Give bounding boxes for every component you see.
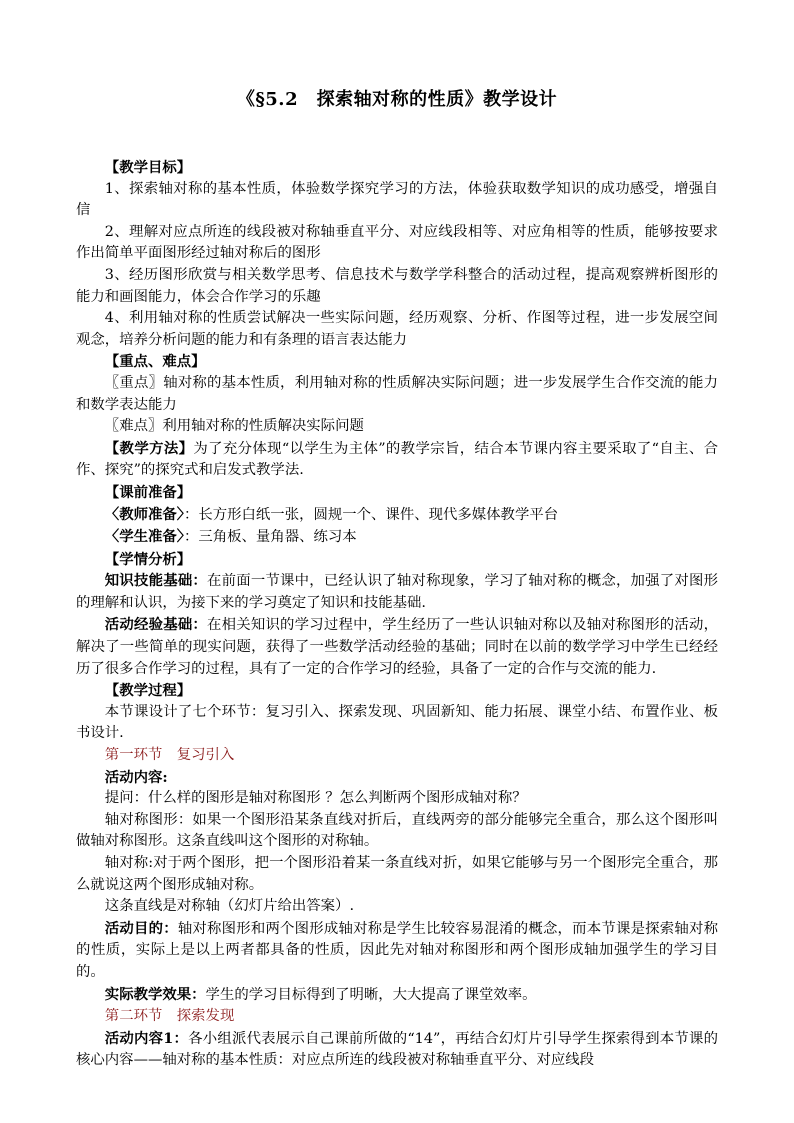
stage-1-question: 提问：什么样的图形是轴对称图形 ？怎么判断两个图形成轴对称？	[104, 790, 527, 807]
experience-base-label: 活动经验基础：	[104, 616, 208, 634]
teacher-prep-text: ：长方形白纸一张，圆规一个、课件、现代多媒体教学平台	[183, 506, 559, 523]
method-text: 为了充分体现“以学生为主体”的教学宗旨，结合本节课内容主要采取了“自主、合作、探究”的探究式和启发式教学法.	[76, 440, 718, 479]
stage-1-effect-text: 学生的学习目标得到了明晰，大大提高了课堂效率。	[205, 986, 537, 1003]
stage-1-definition-pair: 轴对称:对于两个图形，把一个图形沿着某一条直线对折，如果它能够与另一个图形完全重合，那么就说这两个图形成轴对称。	[76, 855, 718, 893]
stage-1-name: 复习引入	[176, 747, 235, 764]
stage-2-content-label: 活动内容1：	[104, 1029, 189, 1047]
knowledge-base-label: 知识技能基础：	[104, 572, 208, 590]
stage-1-purpose-label: 活动目的：	[104, 919, 178, 937]
stage-2-content-text: 各小组派代表展示自己课前所做的“14”，再结合幻灯片引导学生探索得到本节课的核心内容——轴对称的基本性质：对应点所连的线段被对称轴垂直平分、对应线段	[76, 1030, 719, 1069]
stage-1-effect-label: 实际教学效果：	[104, 985, 206, 1003]
section-heading-prep: 【课前准备】	[104, 483, 192, 501]
stage-1-definition-figure: 轴对称图形：如果一个图形沿某条直线对折后，直线两旁的部分能够完全重合，那么这个图形叫做轴对称图形。这条直线叫这个图形的对称轴。	[76, 811, 718, 850]
stage-1-content-label: 活动内容:	[104, 768, 168, 786]
student-prep-paragraph	[76, 526, 718, 549]
stage-1-purpose-text: 轴对称图形和两个图形成轴对称是学生比较容易混淆的概念，而本节课是探索轴对称的性质，实际上是以上两者都具备的性质，因此先对轴对称图形和两个图形成轴加强学生的学习目的。	[76, 920, 718, 980]
stage-1-axis-note: 这条直线是对称轴（幻灯片给出答案）.	[104, 898, 355, 915]
stage-1-effect-paragraph	[76, 984, 718, 1007]
process-intro: 本节课设计了七个环节：复习引入、探索发现、巩固新知、能力拓展、课堂小结、布置作业、板书设计.	[76, 703, 718, 742]
section-heading-key-points: 【重点、难点】	[104, 353, 206, 371]
stage-2-heading	[76, 1006, 718, 1028]
stage-1-number: 第一环节	[104, 747, 163, 764]
knowledge-base-paragraph	[76, 570, 718, 614]
stage-2-name: 探索发现	[176, 1008, 235, 1025]
section-heading-goals: 【教学目标】	[104, 159, 192, 176]
student-prep-text: ：三角板、量角器、练习本	[183, 529, 357, 546]
method-paragraph	[76, 438, 718, 482]
method-label: 【教学方法】	[104, 439, 194, 457]
goal-item-3: 3、经历图形欣赏与相关数学思考、信息技术与数学学科整合的活动过程，提高观察辨析图形的能力和画图能力，体会合作学习的乐趣	[76, 266, 718, 305]
student-prep-label: 〈学生准备〉	[104, 528, 184, 546]
key-point-label: 〖重点〗	[104, 374, 164, 391]
stage-1-purpose-paragraph	[76, 918, 718, 984]
knowledge-base-text: 在前面一节课中，已经认识了轴对称现象，学习了轴对称的概念，加强了对图形的理解和认识，为接下来的学习奠定了知识和技能基础.	[76, 573, 718, 611]
experience-base-text: 在相关知识的学习过程中，学生经历了一些认识轴对称以及轴对称图形的活动，解决了一些简单的现实问题，获得了一些数学活动经验的基础；同时在以前的数学学习中学生已经经历了很多合作学习的过程，具有了一定的合作学习的经验，具备了一定的合作与交流的能力.	[76, 617, 718, 677]
experience-base-paragraph	[76, 614, 718, 680]
goal-item-2: 2、理解对应点所连的线段被对称轴垂直平分、对应线段相等、对应角相等的性质，能够按要求作出简单平面图形经过轴对称后的图形	[76, 223, 718, 262]
stage-2-number: 第二环节	[104, 1008, 163, 1025]
teacher-prep-paragraph	[76, 504, 718, 527]
stage-1-heading	[76, 745, 718, 767]
key-point-text: 轴对称的基本性质，利用轴对称的性质解决实际问题；进一步发展学生合作交流的能力和数学表达能力	[76, 374, 718, 413]
teacher-prep-label: 〈教师准备〉	[104, 505, 184, 523]
key-point-paragraph	[76, 373, 718, 416]
section-heading-process: 【教学过程】	[104, 682, 192, 700]
difficult-point-label: 〖难点〗	[104, 418, 163, 435]
difficult-point-paragraph	[76, 416, 718, 438]
stage-2-content-paragraph	[76, 1028, 718, 1072]
section-heading-analysis: 【学情分析】	[104, 550, 192, 568]
difficult-point-text: 利用轴对称的性质解决实际问题	[162, 418, 364, 435]
document-title: 《§5.2 探索轴对称的性质》教学设计	[236, 89, 558, 110]
goal-item-4: 4、利用轴对称的性质尝试解决一些实际问题，经历观察、分析、作图等过程，进一步发展空间观念，培养分析问题的能力和有条理的语言表达能力	[76, 310, 718, 348]
goal-item-1: 1、探索轴对称的基本性质，体验数学探究学习的方法，体验获取数学知识的成功感受，增强自信	[76, 180, 718, 219]
